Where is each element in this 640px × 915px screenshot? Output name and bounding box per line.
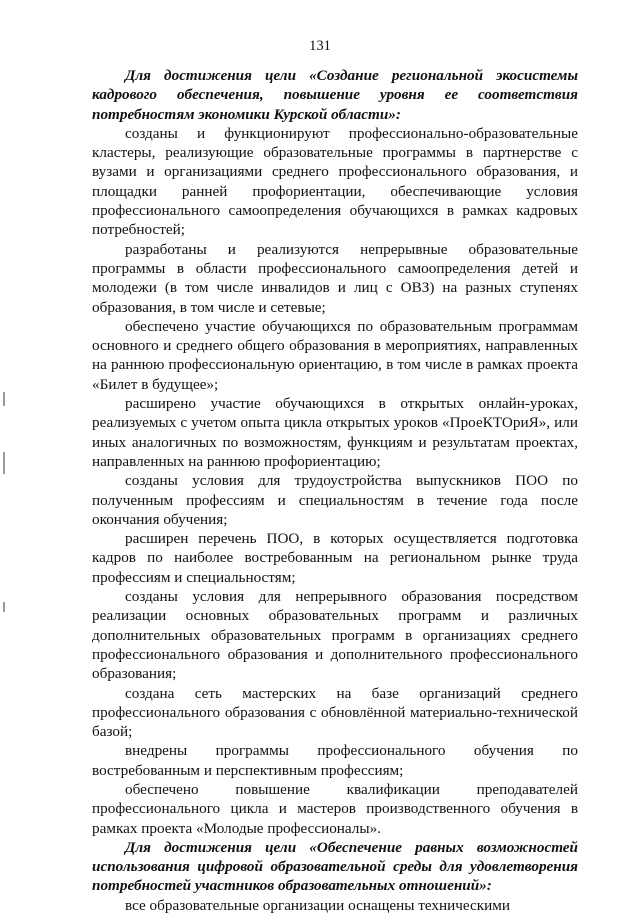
list-item: созданы условия для трудоустройства выпускников ПОО по полученным профессиям и специальностям в течение года после окончания обучения; (92, 472, 578, 528)
list-item: расширено участие обучающихся в открытых онлайн-уроках, реализуемых с учетом опыта цикла открытых уроков «ПроеКТОриЯ», или иных аналогичных по возможностям, функциям и результатам проектах, направленных на раннюю профориентацию; (92, 395, 578, 470)
scan-margin-mark (3, 452, 5, 474)
page-number: 131 (309, 38, 331, 54)
list-item: разработаны и реализуются непрерывные образовательные программы в области профессионального самоопределения детей и молодежи (в том числе инвалидов и лиц с ОВЗ) на разных ступенях образования, в том числе и сетевые; (92, 240, 578, 316)
list-item: внедрены программы профессионального обучения по востребованным и перспективным профессиям; (92, 742, 578, 779)
list-item: обеспечено повышение квалификации преподавателей профессионального цикла и мастеров производственного обучения в рамках проекта «Молодые профессионалы». (92, 780, 578, 837)
goal-heading-digital: Для достижения цели «Обеспечение равных возможностей использования цифровой образовательной среды для удовлетворения потребностей участников образовательных отношений»: (92, 838, 578, 895)
list-item: обеспечено участие обучающихся по образовательным программам основного и среднего общего образования в мероприятиях, направленных на раннюю профессиональную ориентацию, в том числе в рамках проекта «Билет в будущее»; (92, 317, 578, 393)
scan-margin-mark (3, 602, 5, 612)
list-item: все образовательные организации оснащены техническими (125, 896, 511, 914)
list-item: расширен перечень ПОО, в которых осуществляется подготовка кадров по наиболее востребованным на региональном рынке труда профессиям и специальностям; (92, 530, 578, 586)
list-item: создана сеть мастерских на базе организаций среднего профессионального образования с обновлённой материально-технической базой; (92, 684, 578, 741)
scan-margin-mark (3, 392, 5, 406)
goal-heading-ecosystem: Для достижения цели «Создание региональной экосистемы кадрового обеспечения, повышение уровня ее соответствия потребностям экономики Курской области»: (92, 67, 578, 123)
list-item: созданы условия для непрерывного образования посредством реализации основных образовательных программ и различных дополнительных образовательных программ в организациях среднего профессионального образования и дополнительного профессионального образования; (92, 588, 578, 683)
document-body (92, 66, 578, 915)
list-item: созданы и функционируют профессионально-образовательные кластеры, реализующие образовательные программы в партнерстве с вузами и организациями среднего профессионального образования, и площадки ранней профориентации, обеспечивающие условия профессионального самоопределения обучающихся в рамках кадровых потребностей; (92, 124, 578, 239)
